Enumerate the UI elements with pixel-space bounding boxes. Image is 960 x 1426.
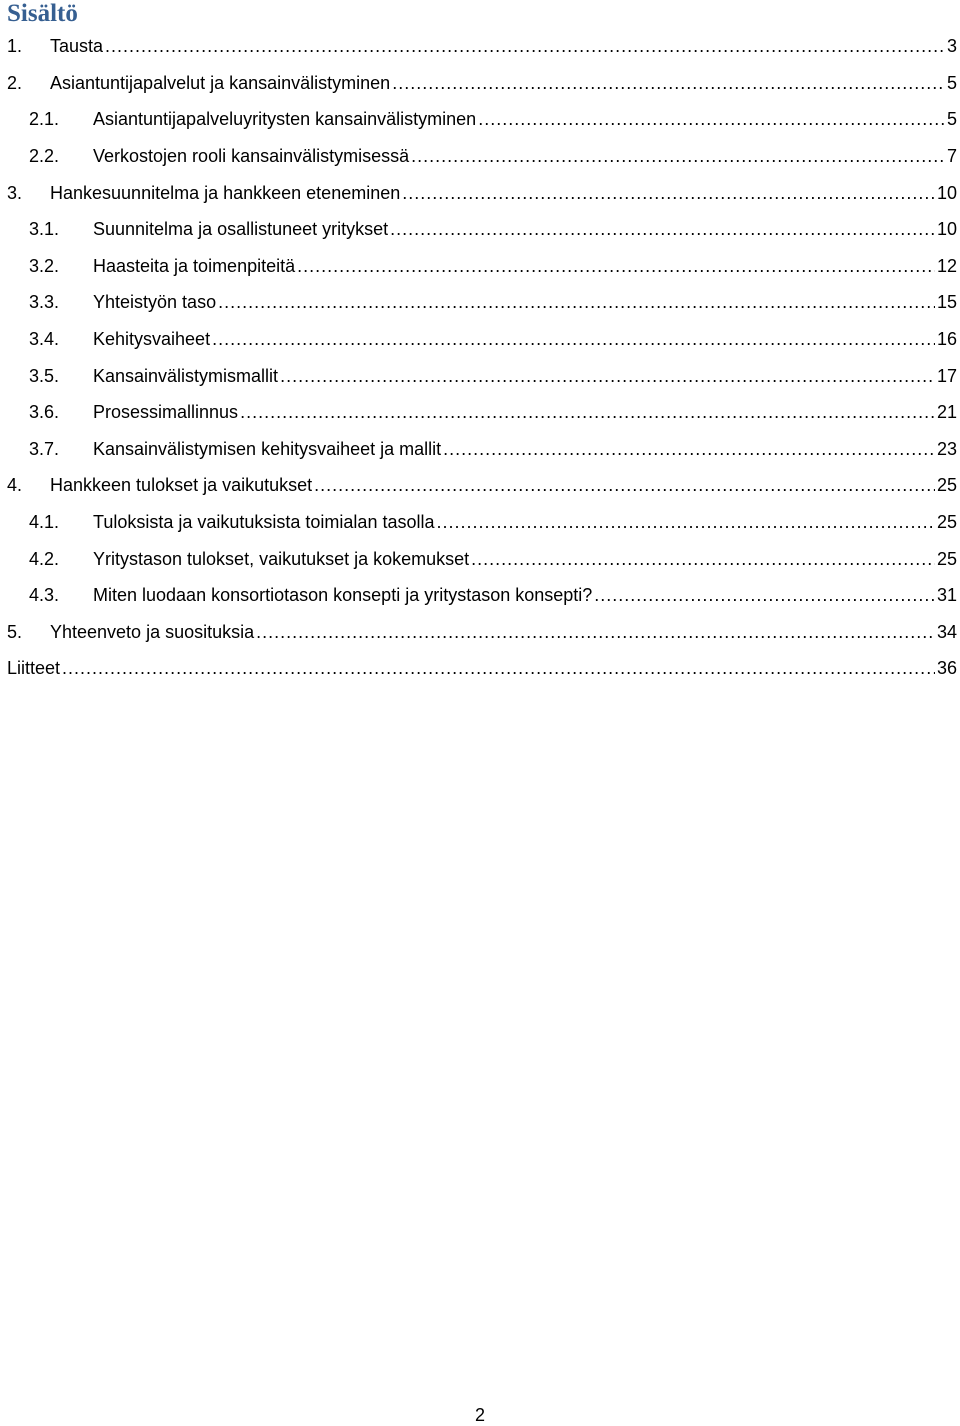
toc-entry-number: 3.4. xyxy=(29,329,60,350)
toc-entry-number: 3.2. xyxy=(29,255,60,276)
table-of-contents xyxy=(0,28,960,687)
toc-entry-label: Tausta xyxy=(50,36,104,57)
toc-entry[interactable] xyxy=(0,577,960,614)
toc-entry[interactable] xyxy=(0,28,960,65)
toc-entry-number: 3.7. xyxy=(29,438,60,459)
toc-entry-number: 2.1. xyxy=(29,109,60,130)
toc-entry-label: Yritystason tulokset, vaikutukset ja kokemukset xyxy=(93,548,470,569)
toc-entry[interactable] xyxy=(0,394,960,431)
toc-entry-page: 12 xyxy=(936,255,957,276)
toc-dot-leader xyxy=(594,584,935,606)
toc-entry-page: 3 xyxy=(946,36,957,57)
toc-entry-number: 3.3. xyxy=(29,292,60,313)
toc-entry-page: 5 xyxy=(946,72,957,93)
toc-entry-page: 17 xyxy=(936,365,957,386)
toc-dot-leader xyxy=(443,438,935,460)
toc-entry[interactable] xyxy=(0,614,960,651)
toc-entry[interactable] xyxy=(0,650,960,687)
toc-dot-leader xyxy=(392,72,945,94)
toc-entry-label: Asiantuntijapalveluyritysten kansainvälistyminen xyxy=(93,109,477,130)
toc-dot-leader xyxy=(212,328,935,350)
toc-entry[interactable] xyxy=(0,321,960,358)
toc-entry-page: 10 xyxy=(936,182,957,203)
toc-entry-label: Yhteenveto ja suosituksia xyxy=(50,621,255,642)
toc-dot-leader xyxy=(411,145,945,167)
toc-entry-page: 7 xyxy=(946,146,957,167)
page-title: Sisältö xyxy=(7,0,78,27)
toc-entry-number: 4. xyxy=(7,475,23,496)
toc-dot-leader xyxy=(105,35,945,57)
toc-dot-leader xyxy=(256,621,935,643)
toc-dot-leader xyxy=(314,474,935,496)
toc-entry-label: Hankkeen tulokset ja vaikutukset xyxy=(50,475,313,496)
toc-entry-label: Tuloksista ja vaikutuksista toimialan tasolla xyxy=(93,512,435,533)
toc-entry-label: Miten luodaan konsortiotason konsepti ja yritystason konsepti? xyxy=(93,585,593,606)
toc-entry-number: 3.6. xyxy=(29,402,60,423)
toc-dot-leader xyxy=(240,401,935,423)
toc-entry-page: 10 xyxy=(936,219,957,240)
toc-entry-page: 25 xyxy=(936,475,957,496)
toc-entry-label: Suunnitelma ja osallistuneet yritykset xyxy=(93,219,389,240)
toc-entry-label: Haasteita ja toimenpiteitä xyxy=(93,255,296,276)
toc-entry-label: Asiantuntijapalvelut ja kansainvälistyminen xyxy=(50,72,391,93)
toc-entry-number: 5. xyxy=(7,621,23,642)
toc-entry-page: 16 xyxy=(936,329,957,350)
toc-entry-number: 1. xyxy=(7,36,23,57)
toc-entry-page: 25 xyxy=(936,512,957,533)
toc-entry-page: 31 xyxy=(936,585,957,606)
toc-entry[interactable] xyxy=(0,284,960,321)
toc-entry[interactable] xyxy=(0,248,960,285)
toc-dot-leader xyxy=(390,218,935,240)
toc-entry-label: Yhteistyön taso xyxy=(93,292,217,313)
toc-entry-label: Verkostojen rooli kansainvälistymisessä xyxy=(93,146,410,167)
toc-entry-label: Kansainvälistymisen kehitysvaiheet ja mallit xyxy=(93,438,442,459)
toc-entry-number: 3.5. xyxy=(29,365,60,386)
toc-entry[interactable] xyxy=(0,101,960,138)
toc-entry-label: Kansainvälistymismallit xyxy=(93,365,279,386)
toc-entry-page: 34 xyxy=(936,621,957,642)
toc-entry-page: 36 xyxy=(936,658,957,679)
toc-entry-label: Prosessimallinnus xyxy=(93,402,239,423)
toc-entry[interactable] xyxy=(0,431,960,468)
toc-dot-leader xyxy=(402,182,935,204)
toc-entry-number: 4.2. xyxy=(29,548,60,569)
toc-entry[interactable] xyxy=(0,357,960,394)
toc-entry-label: Hankesuunnitelma ja hankkeen eteneminen xyxy=(50,182,401,203)
toc-entry[interactable] xyxy=(0,467,960,504)
toc-entry-page: 23 xyxy=(936,438,957,459)
toc-entry-number: 4.1. xyxy=(29,512,60,533)
toc-entry-number: 2. xyxy=(7,72,23,93)
toc-entry[interactable] xyxy=(0,138,960,175)
toc-entry[interactable] xyxy=(0,65,960,102)
toc-dot-leader xyxy=(280,365,935,387)
toc-entry-page: 5 xyxy=(946,109,957,130)
toc-entry-page: 15 xyxy=(936,292,957,313)
toc-dot-leader xyxy=(218,291,935,313)
toc-entry-page: 21 xyxy=(936,402,957,423)
toc-entry-number: 4.3. xyxy=(29,585,60,606)
toc-entry-number: 2.2. xyxy=(29,146,60,167)
toc-entry-number: 3.1. xyxy=(29,219,60,240)
toc-entry[interactable] xyxy=(0,174,960,211)
toc-dot-leader xyxy=(471,548,935,570)
toc-dot-leader xyxy=(478,108,945,130)
toc-entry-label: Liitteet xyxy=(7,658,61,679)
toc-entry[interactable] xyxy=(0,504,960,541)
footer-page-number: 2 xyxy=(474,1405,485,1425)
toc-entry-page: 25 xyxy=(936,548,957,569)
toc-entry[interactable] xyxy=(0,211,960,248)
toc-entry-label: Kehitysvaiheet xyxy=(93,329,211,350)
toc-dot-leader xyxy=(297,255,935,277)
toc-dot-leader xyxy=(436,511,934,533)
toc-entry-number: 3. xyxy=(7,182,23,203)
toc-entry[interactable] xyxy=(0,540,960,577)
toc-dot-leader xyxy=(62,657,935,679)
